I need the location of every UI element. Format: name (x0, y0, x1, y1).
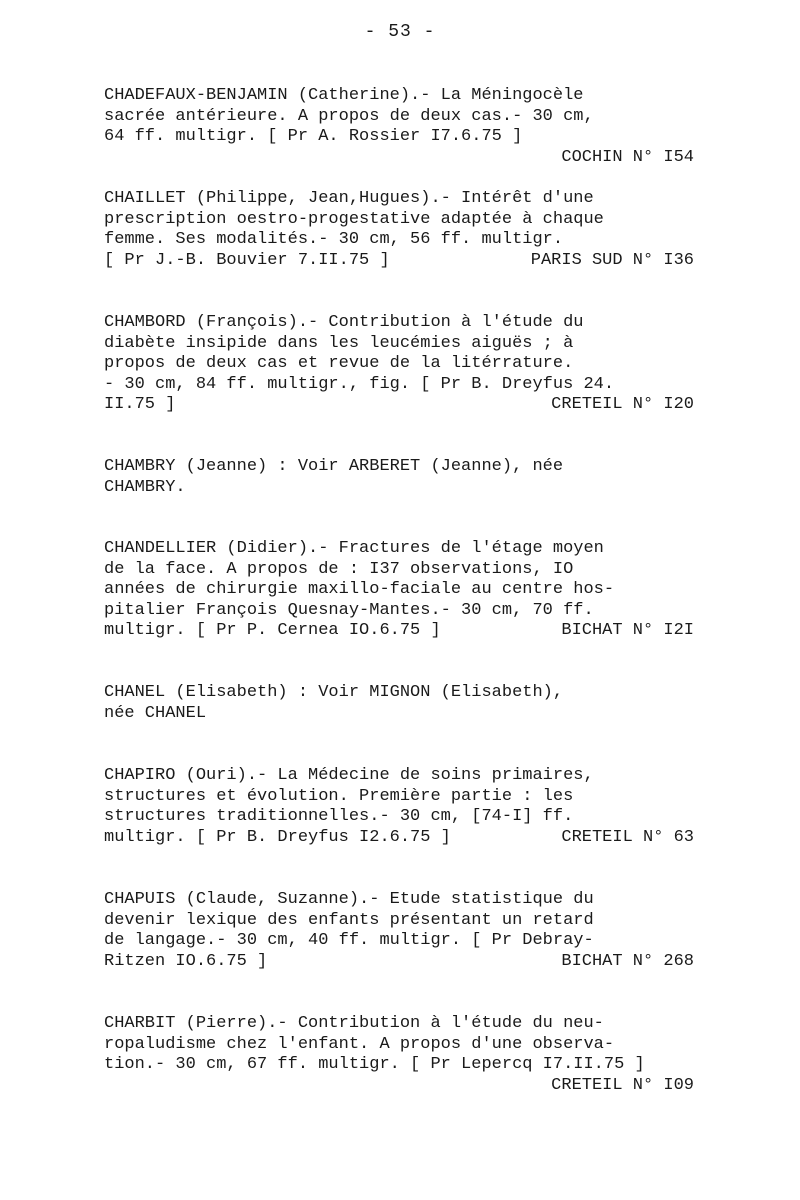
entry-line: prescription oestro-progestative adaptée à chaque (104, 209, 604, 229)
entry-line-end: multigr. [ Pr B. Dreyfus I2.6.75 ] (104, 827, 451, 847)
entry-line: structures traditionnelles.- 30 cm, [74-I] ff. (104, 807, 574, 826)
entry-line: tion.- 30 cm, 67 ff. multigr. [ Pr Lepercq I7.II.75 ] (104, 1055, 645, 1074)
entry-reference: BICHAT N° 268 (561, 951, 694, 971)
bibliography-entry (104, 1014, 694, 1096)
entry-line: de langage.- 30 cm, 40 ff. multigr. [ Pr Debray- (104, 931, 594, 950)
entry-reference: CRETEIL N° 63 (561, 827, 694, 847)
bibliography-entry (104, 683, 694, 724)
entry-last-line (104, 828, 694, 849)
entry-line: femme. Ses modalités.- 30 cm, 56 ff. multigr. (104, 230, 564, 249)
entry-line: ropaludisme chez l'enfant. A propos d'une observa- (104, 1034, 615, 1054)
entry-line: de la face. A propos de : I37 observations, IO (104, 559, 574, 579)
entry-line: CHAMBRY (Jeanne) : Voir ARBERET (Jeanne), née (104, 457, 564, 476)
entry-line: propos de deux cas et revue de la litérrature. (104, 354, 574, 373)
entry-line: 64 ff. multigr. [ Pr A. Rossier I7.6.75 ] (104, 127, 523, 146)
entry-line: diabète insipide dans les leucémies aiguës ; à (104, 333, 574, 353)
entry-reference: CRETEIL N° I20 (551, 395, 694, 414)
entry-line: CHAILLET (Philippe, Jean,Hugues).- Intérêt d'une (104, 189, 594, 208)
page-number: - 53 - (364, 22, 436, 42)
entry-reference: CRETEIL N° I09 (551, 1075, 694, 1095)
entry-line: CHAMBRY. (104, 477, 186, 497)
entry-line: années de chirurgie maxillo-faciale au centre hos- (104, 580, 615, 599)
entry-last-line (104, 952, 694, 973)
entry-line: CHANEL (Elisabeth) : Voir MIGNON (Elisabeth), (104, 683, 564, 702)
entry-line: devenir lexique des enfants présentant un retard (104, 910, 594, 930)
entry-line: née CHANEL (104, 703, 207, 723)
entry-line: pitalier François Quesnay-Mantes.- 30 cm, 70 ff. (104, 600, 594, 620)
entry-line: CHAMBORD (François).- Contribution à l'étude du (104, 313, 584, 332)
bibliography-entry (104, 189, 694, 271)
entry-line: CHAPIRO (Ouri).- La Médecine de soins primaires, (104, 766, 594, 785)
entry-line-end: multigr. [ Pr P. Cernea IO.6.75 ] (104, 621, 441, 640)
entry-last-line (104, 395, 694, 416)
entry-line: - 30 cm, 84 ff. multigr., fig. [ Pr B. Dreyfus 24. (104, 374, 615, 394)
entry-reference: PARIS SUD N° I36 (530, 250, 694, 270)
entry-last-line (104, 251, 694, 272)
entry-line: CHADEFAUX-BENJAMIN (Catherine).- La Méningocèle (104, 86, 584, 105)
bibliography-entry (104, 313, 694, 416)
entry-last-line (104, 621, 694, 642)
bibliography-entry (104, 457, 694, 498)
entry-line: CHANDELLIER (Didier).- Fractures de l'étage moyen (104, 539, 604, 558)
bibliography-entry (104, 766, 694, 848)
bibliography-entry (104, 539, 694, 642)
entry-line-end: II.75 ] (104, 395, 176, 414)
entry-reference: BICHAT N° I2I (561, 621, 694, 640)
bibliography-entry (104, 86, 694, 168)
entry-line: sacrée antérieure. A propos de deux cas.- 30 cm, (104, 106, 594, 126)
bibliography-entry (104, 890, 694, 972)
entry-line: CHAPUIS (Claude, Suzanne).- Etude statistique du (104, 890, 594, 909)
entry-line: structures et évolution. Première partie : les (104, 786, 574, 806)
entry-line-end: [ Pr J.-B. Bouvier 7.II.75 ] (104, 250, 390, 270)
entry-reference: COCHIN N° I54 (561, 147, 694, 167)
entry-line-end: Ritzen IO.6.75 ] (104, 951, 268, 971)
entry-line: CHARBIT (Pierre).- Contribution à l'étude du neu- (104, 1014, 604, 1033)
